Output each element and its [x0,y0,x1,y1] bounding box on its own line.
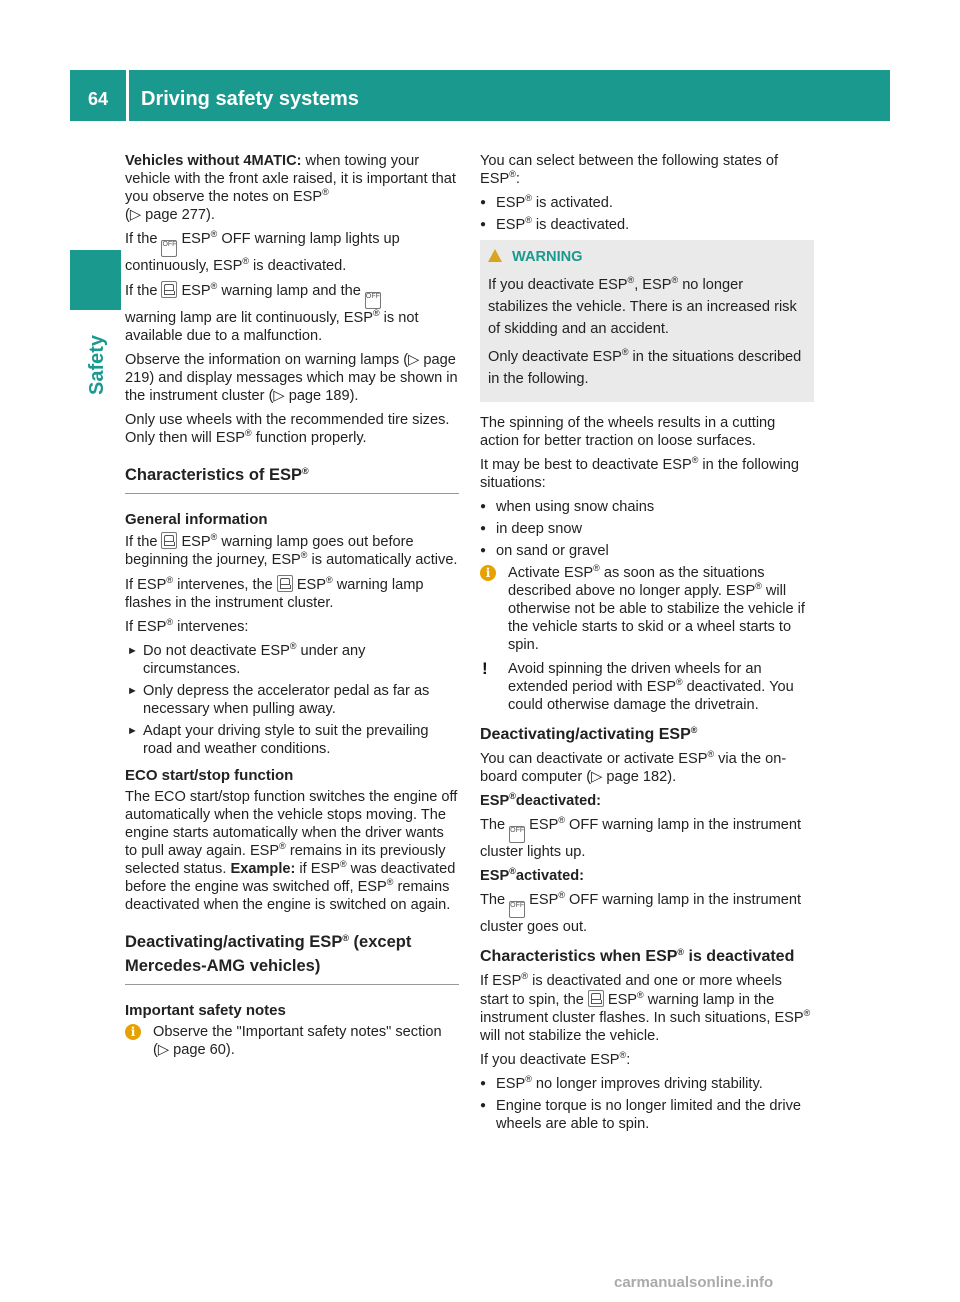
heading-deactivating: Deactivating/activating ESP® [480,725,698,743]
paragraph: If ESP® intervenes: [125,617,249,635]
heading-important-safety-notes: Important safety notes [125,1002,286,1019]
bullet-icon: ● [480,1100,487,1111]
esp-warning-lamp-icon [161,281,177,298]
paragraph: You can deactivate or activate ESP® via the on-board computer (▷ page 182). [480,749,787,785]
heading-general-information: General information [125,511,268,528]
esp-off-lamp-icon: OFF [509,901,525,918]
paragraph: The OFF ESP® OFF warning lamp in the instrument cluster goes out. [480,890,802,935]
paragraph: If the ESP® warning lamp and the OFF warning lamp are lit continuously, ESP® is not available due to a malfunction. [125,281,419,344]
bullet-icon: ● [480,219,487,230]
paragraph: Only deactivate ESP® in the situations described in the following. [488,347,802,387]
esp-warning-lamp-icon [161,532,177,549]
paragraph: Observe the information on warning lamps (▷ page 219) and display messages which may be shown in the instrument cluster (▷ page 189). [125,352,458,404]
esp-warning-lamp-icon [277,575,293,592]
exclamation-icon: ! [482,659,488,678]
paragraph: It may be best to deactivate ESP® in the following situations: [480,455,799,491]
label-deactivated: ESP®deactivated: [480,791,602,809]
heading-deactivating-except-amg: Deactivating/activating ESP® (except Mercedes-AMG vehicles) [125,930,459,985]
esp-off-lamp-icon: OFF [161,240,177,257]
right-column [480,152,814,1137]
list-item: ● Engine torque is no longer limited and the drive wheels are able to spin. [480,1098,802,1132]
page-number: 64 [87,89,109,109]
bullet-icon: ● [480,501,487,512]
info-icon: i [125,1024,141,1040]
esp-off-lamp-icon: OFF [509,826,525,843]
list-item: ● when using snow chains [480,499,655,515]
warning-triangle-icon [488,249,502,262]
section-title: Driving safety systems [141,88,359,110]
paragraph: The ECO start/stop function switches the engine off automatically when the vehicle stops moving. The engine starts automatically when the driver wants to pull away again. ESP® remains in its previously selected status. Example: if ESP® was deactivated before the engine was switched off, ESP® remains deactivated when the engine is switched on again. [125,789,458,913]
list-item: ● ESP® is deactivated. [480,215,630,233]
paragraph: The spinning of the wheels results in a cutting action for better traction on loose surfaces. [480,415,776,449]
list-item: ● ESP® no longer improves driving stability. [480,1074,763,1092]
list-item: ● on sand or gravel [480,543,609,559]
warning-header: WARNING [488,248,806,266]
heading-eco-start-stop: ECO start/stop function [125,767,294,784]
paragraph: If the OFF ESP® OFF warning lamp lights up continuously, ESP® is deactivated. [125,229,400,274]
bullet-icon: ● [480,197,487,208]
paragraph: Only use wheels with the recommended tire sizes. Only then will ESP® function properly. [125,412,450,446]
warning-box [480,240,814,402]
bullet-icon: ● [480,545,487,556]
paragraph: If you deactivate ESP®: [480,1050,631,1068]
footer-watermark: carmanualsonline.info [614,1274,774,1291]
esp-off-lamp-icon: OFF [365,292,381,309]
page-ref[interactable]: (▷ page 277). [125,207,215,223]
arrow-icon: ► [127,645,138,657]
instruction-step: ► Only depress the accelerator pedal as far as necessary when pulling away. [127,683,430,717]
sidebar-label: Safety [86,334,108,395]
heading-characteristics-deactivated: Characteristics when ESP® is deactivated [480,947,795,965]
caution-note: ! Avoid spinning the driven wheels for an extended period with ESP® deactivated. You could otherwise damage the drivetrain. [482,659,794,713]
info-icon: i [480,565,496,581]
paragraph: You can select between the following states of ESP®: [480,153,779,187]
arrow-icon: ► [127,725,138,737]
left-column [125,152,459,1065]
bullet-icon: ● [480,1078,487,1089]
header-divider [126,70,129,121]
bullet-icon: ● [480,523,487,534]
list-item: ● in deep snow [480,521,583,537]
arrow-icon: ► [127,685,138,697]
paragraph: If you deactivate ESP®, ESP® no longer stabilizes the vehicle. There is an increased risk of skidding and an accident. [488,275,797,337]
info-note: i Activate ESP® as soon as the situations described above no longer apply. ESP® will otherwise not be able to stabilize the vehicle if the vehicle starts to skid or a wheel starts to spin. [480,564,814,654]
paragraph: If ESP® is deactivated and one or more wheels start to spin, the ESP® warning lamp in the instrument cluster flashes. In such situations, ESP® will not stabilize the vehicle. [480,971,811,1044]
section-tab [70,250,121,310]
instruction-step: ► Adapt your driving style to suit the prevailing road and weather conditions. [127,723,429,757]
label-activated: ESP®activated: [480,866,584,884]
heading-characteristics: Characteristics of ESP® [125,463,459,494]
info-note: i Observe the "Important safety notes" section (▷ page 60). [125,1023,459,1059]
paragraph: If ESP® intervenes, the ESP® warning lamp flashes in the instrument cluster. [125,575,424,611]
list-item: ● ESP® is activated. [480,193,613,211]
paragraph: Vehicles without 4MATIC: when towing your vehicle with the front axle raised, it is important that you observe the notes on ESP® (▷ page 277). [125,153,456,223]
instruction-step: ► Do not deactivate ESP® under any circumstances. [127,641,366,677]
paragraph: The OFF ESP® OFF warning lamp in the instrument cluster lights up. [480,815,802,860]
esp-warning-lamp-icon [588,990,604,1007]
page-header [70,70,890,121]
paragraph: If the ESP® warning lamp goes out before beginning the journey, ESP® is automatically active. [125,532,458,568]
